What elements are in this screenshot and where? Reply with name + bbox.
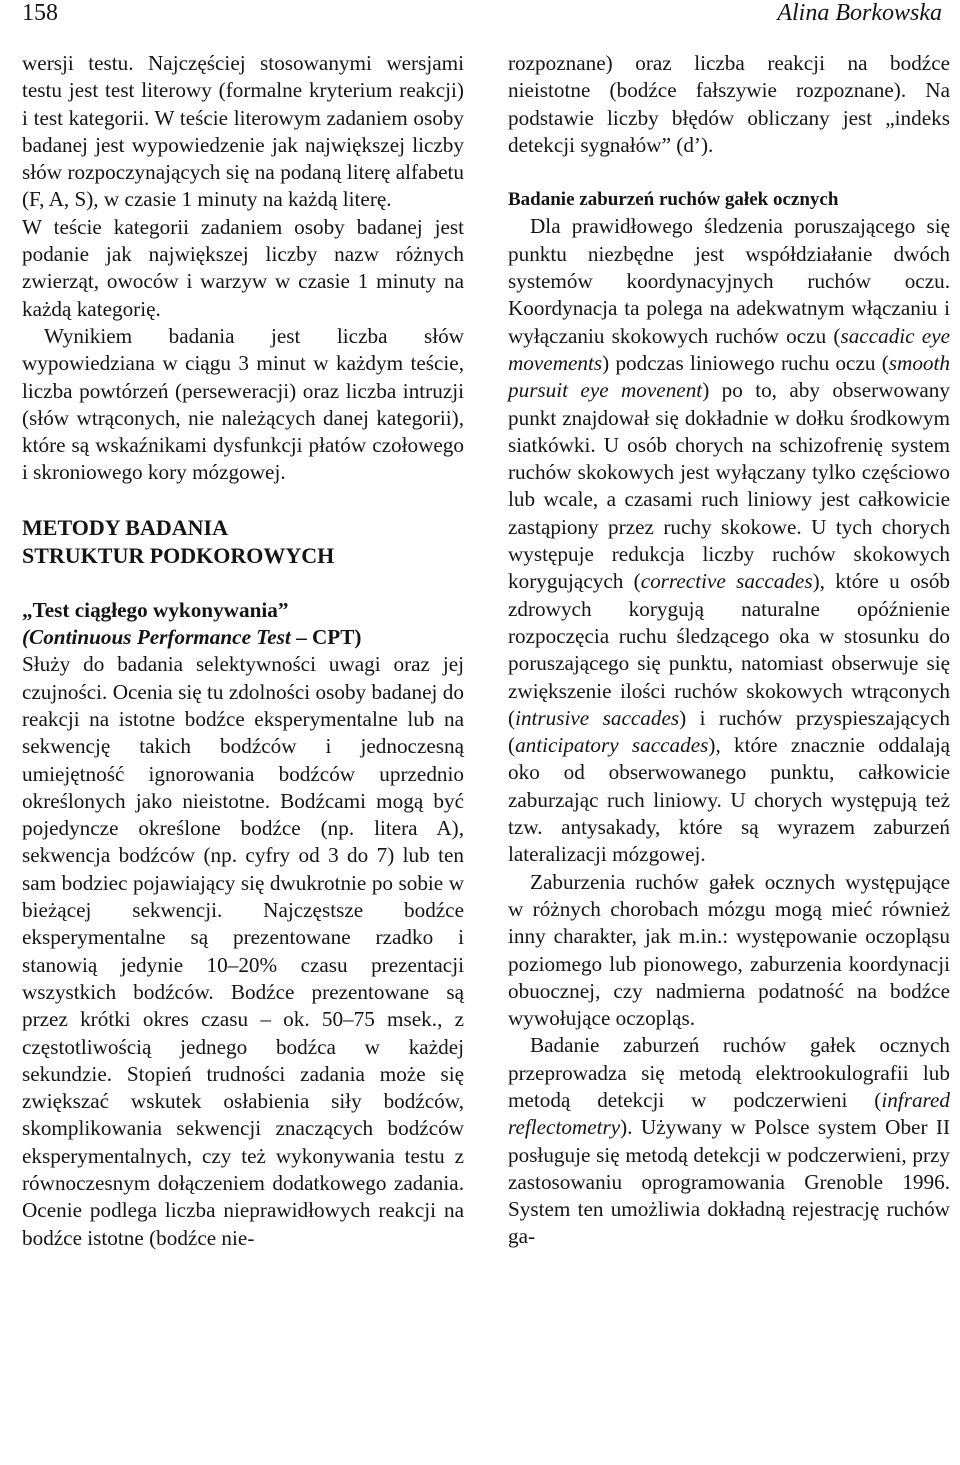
paragraph	[508, 213, 950, 868]
section-title-line-1: METODY BADANIA	[22, 514, 228, 540]
text-run: ) podczas liniowego ruchu oczu (	[602, 350, 889, 375]
test-subtitle-italic: (Continuous Performance Test	[22, 625, 291, 650]
italic-term: infrared reflectometry	[508, 1087, 950, 1140]
test-subtitle	[22, 624, 464, 651]
text-run: Dla prawidłowego śledzenia poruszającego się punktu niezbędne jest współdziałanie dwóch systemów koordynacyjnych ruchów oczu. Koordynacja ta polega na adekwatnym włączaniu i wyłączaniu skokowych ruchów oczu (	[508, 214, 950, 348]
paragraph: Zaburzenia ruchów gałek ocznych występujące w różnych chorobach mózgu mogą mieć również inny charakter, jak m.in.: występowanie oczopląsu poziomego lub pionowego, zaburzenia koordynacji obuocznej, czy nadmierna podatność na bodźce wywołujące oczopląs.	[508, 869, 950, 1031]
paragraph: wersji testu. Najczęściej stosowanymi wersjami testu jest test literowy (formalne kryterium reakcji) i test kategorii. W teście literowym zadaniem osoby badanej jest wypowiedzenie jak największej liczby słów rozpoczynających się na podaną literę alfabetu (F, A, S), w czasie 1 minuty na każdą literę.	[22, 51, 464, 212]
right-column	[508, 50, 950, 1251]
paragraph	[508, 1032, 950, 1250]
spacer	[508, 159, 950, 186]
paragraph: W teście kategorii zadaniem osoby badanej jest podanie jak największej liczby nazw różnych zwierząt, owoców i warzyw w czasie 1 minuty na każdą kategorię.	[22, 214, 464, 321]
italic-term: smooth pursuit eye movenent	[508, 350, 950, 403]
paragraph: Służy do badania selektywności uwagi oraz jej czujności. Ocenia się tu zdolności osoby badanej do reakcji na istotne bodźce eksperymentalne lub na sekwencję takich bodźców i jednoczesną umiejętność ignorowania bodźców uprzednio określonych jako nieistotne. Bodźcami mogą być pojedyncze określone bodźce (np. litera A), sekwencja bodźców (np. cyfry od 3 do 7) lub ten sam bodziec pojawiający się dwukrotnie po sobie w bieżącej sekwencji. Najczęstsze bodźce eksperymentalne są prezentowane rzadko i stanowią jedynie 10–20% czasu prezentacji wszystkich bodźców. Bodźce prezentowane są przez krótki okres czasu – ok. 50–75 msek., z częstotliwością jednego bodźca w każdej sekundzie. Stopień trudności zadania może się zwiększać wskutek osłabienia siły bodźców, skomplikowania sekwencji znaczących bodźców eksperymentalnych, czy też wykonywania testu z równoczesnym dołączeniem dodatkowego zadania. Ocenie podlega liczba nieprawidłowych reakcji na bodźce istotne (bodźce nie-	[22, 652, 464, 1250]
running-head-author: Alina Borkowska	[777, 0, 942, 26]
page-number: 158	[22, 0, 58, 26]
left-column	[22, 50, 464, 1252]
section-title-line-2: STRUKTUR PODKOROWYCH	[22, 542, 335, 568]
test-title: „Test ciągłego wykonywania”	[22, 597, 289, 622]
subsection-heading: Badanie zaburzeń ruchów gałek ocznych	[508, 189, 839, 211]
test-subtitle-abbrev: – CPT)	[290, 625, 362, 650]
italic-term: corrective saccades	[640, 569, 813, 594]
italic-term: intrusive saccades	[515, 705, 680, 730]
text-run: ) i ruchów przyspieszających (	[508, 705, 950, 758]
page-header	[22, 0, 942, 30]
italic-term: anticipatory saccades	[515, 733, 709, 758]
text-run: ), które znacznie oddalają oko od obserwowanego punktu, całkowicie zaburzając ruch liniowy. U chorych występują też tzw. antysakady, które są wyrazem zaburzeń lateralizacji mózgowej.	[508, 733, 950, 867]
text-run: ), które u osób zdrowych korygują naturalne opóźnienie rozpoczęcia ruchu śledzącego oka w stosunku do poruszającego się punktu, natomiast obserwuje się zwiększenie ilości ruchów skokowych wtrąconych (	[508, 569, 951, 730]
paragraph: rozpoznane) oraz liczba reakcji na bodźce nieistotne (bodźce fałszywie rozpoznane). Na podstawie liczby błędów obliczany jest „indeks detekcji sygnałów” (d’).	[508, 51, 950, 157]
text-run: ). Używany w Polsce system Ober II posługuje się metodą detekcji w podczerwieni, przy zastosowaniu oprogramowania Grenoble 1996. System ten umożliwia dokładną rejestrację ruchów ga-	[508, 1115, 950, 1249]
text-run: ) po to, aby obserwowany punkt znajdował się dokładnie w dołku środkowym siatkówki. U osób chorych na schizofrenię system ruchów skokowych jest wyłączany tylko częściowo lub wcale, a czasami ruch liniowy jest całkowicie zastąpiony przez ruchy skokowe. U tych chorych występuje redukcja liczby ruchów skokowych korygujących (	[508, 378, 950, 594]
text-run: Badanie zaburzeń ruchów gałek ocznych przeprowadza się metodą elektrookulografii lub metodą detekcji w podczerwieni (	[508, 1033, 950, 1112]
italic-term: saccadic eye movements	[508, 323, 951, 375]
spacer	[22, 570, 464, 597]
spacer	[22, 487, 464, 514]
paragraph: Wynikiem badania jest liczba słów wypowiedziana w ciągu 3 minut w każdym teście, liczba powtórzeń (perseweracji) oraz liczba intruzji (słów wtrąconych, nie należących danej kategorii), które są wskaźnikami dysfunkcji płatów czołowego i skroniowego kory mózgowej.	[22, 323, 464, 485]
